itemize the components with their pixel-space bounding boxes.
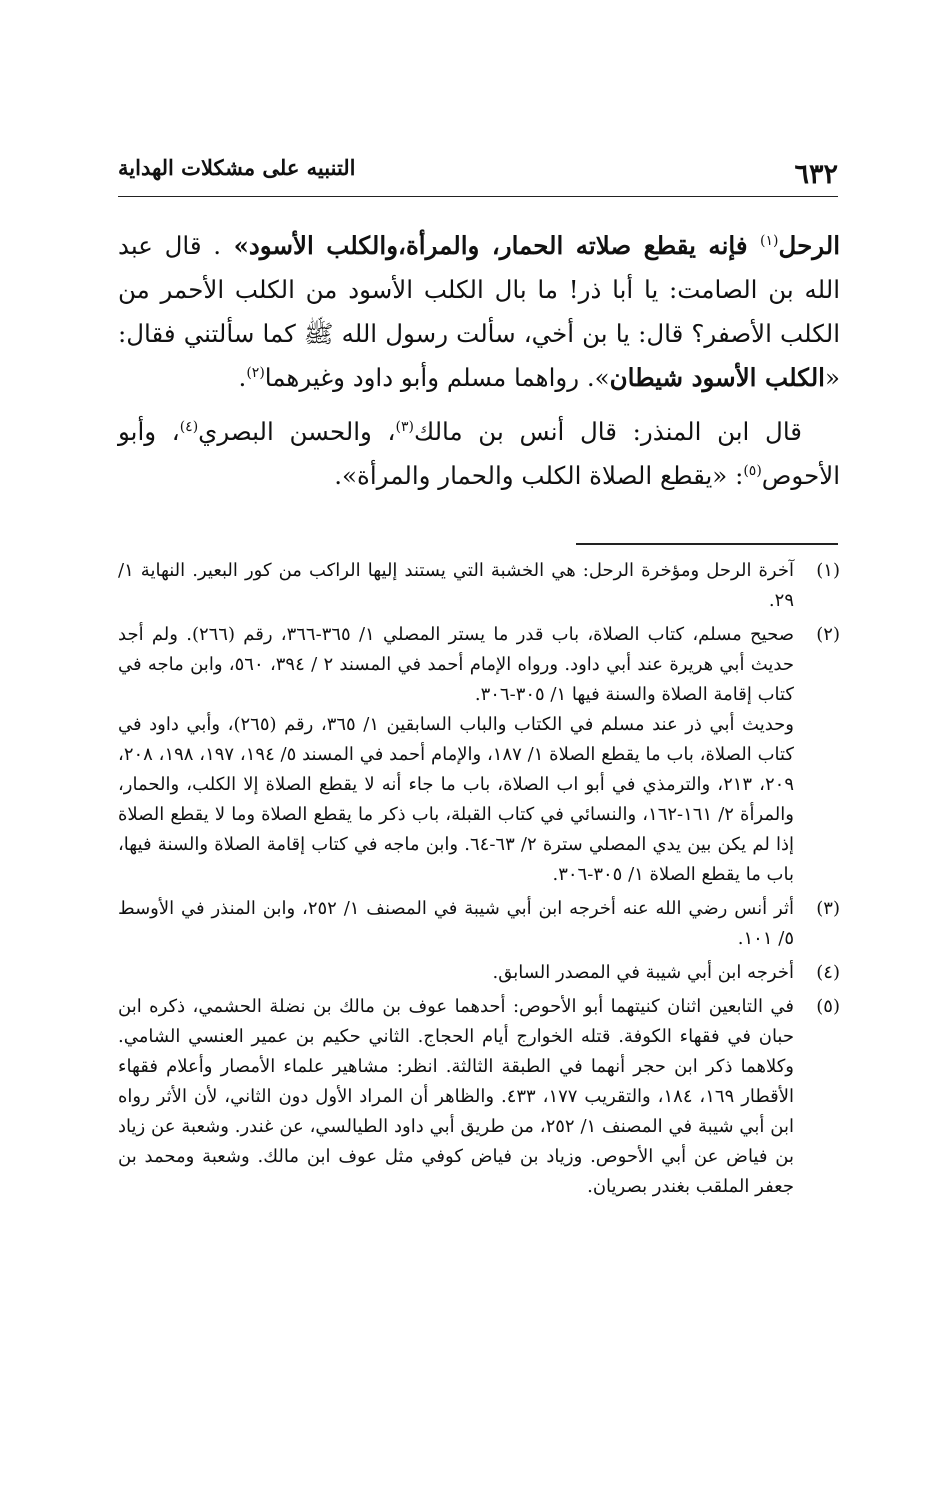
footnote-text: في التابعين اثنان كنيتهما أبو الأحوص: أحدهما عوف بن مالك بن نضلة الحشمي، ذكره ابن حبان في فقهاء الكوفة. قتله الخوارج أيام الحجاج. الثاني حكيم بن عمير العنسي الشامي. وكلاهما ذكر ابن حجر أنهما في الطبقة الثالثة. انظر: مشاهير علماء الأمصار وأعلام فقهاء الأقطار ١٦٩، ١٨٤، والتقريب ١٧٧، ٤٣٣. والظاهر أن المراد الأول دون الثاني، لأن الأثر رواه ابن أبي شيبة في المصنف ١/ ٢٥٢، من طريق أبي داود الطيالسي، عن غندر. وشعبة عن زياد بن فياض عن أبي الأحوص. وزياد بن فياض كوفي مثل عوف ابن مالك. وشعبة ومحمد بن جعفر الملقب بغندر بصريان. bbox=[118, 996, 795, 1197]
footnote-number: (٤) bbox=[816, 962, 840, 983]
text-run: ، وأبو الأحوص bbox=[118, 417, 840, 490]
footnote-ref: (٢) bbox=[246, 364, 265, 381]
footnotes bbox=[118, 556, 840, 1202]
main-text bbox=[118, 224, 840, 498]
footnote-number: (٥) bbox=[816, 996, 840, 1017]
footnote-ref: (٣) bbox=[395, 418, 414, 435]
running-title: التنبيه على مشكلات الهداية bbox=[118, 155, 356, 180]
text-run: . bbox=[238, 363, 247, 392]
footnote-ref: (٥) bbox=[743, 462, 762, 479]
text-run: . قال عبد الله بن الصامت: يا أبا ذر! ما بال الكلب الأسود من الكلب الأحمر من الكلب الأصفر؟ قال: يا بن أخي، سألت رسول الله ﷺ كما سألتني فقال: « bbox=[118, 231, 840, 392]
text-bold: فإنه يقطع صلاته الحمار، والمرأة،والكلب الأسود» bbox=[221, 231, 761, 260]
text-run: : «يقطع الصلاة الكلب والحمار والمرأة». bbox=[334, 461, 744, 490]
header-rule bbox=[118, 196, 838, 197]
footnote-ref: (١) bbox=[760, 232, 779, 249]
footnote bbox=[118, 958, 840, 988]
text-run: ». رواهما مسلم وأبو داود وغيرهما bbox=[264, 363, 610, 392]
footnote bbox=[118, 992, 840, 1202]
footnote-text: أثر أنس رضي الله عنه أخرجه ابن أبي شيبة في المصنف ١/ ٢٥٢، وابن المنذر في الأوسط ٥/ ١٠١. bbox=[118, 898, 794, 949]
footnote-text: أخرجه ابن أبي شيبة في المصدر السابق. bbox=[492, 962, 794, 983]
footnote-text: صحيح مسلم، كتاب الصلاة، باب قدر ما يستر المصلي ١/ ٣٦٥-٣٦٦، رقم (٢٦٦). ولم أجد حديث أبي هريرة عند أبي داود. ورواه الإمام أحمد في المسند ٢ / ٣٩٤، ٥٦٠، وابن ماجه في كتاب إقامة الصلاة والسنة فيها ١/ ٣٠٥-٣٠٦. bbox=[118, 624, 795, 705]
page-number: ٦٣٢ bbox=[794, 159, 838, 190]
footnote-text: آخرة الرحل ومؤخرة الرحل: هي الخشبة التي يستند إليها الراكب من كور البعير. النهاية ١/ ٢٩. bbox=[118, 560, 794, 611]
footnote-separator bbox=[576, 543, 838, 545]
footnote-number: (٢) bbox=[816, 624, 840, 645]
main-paragraph bbox=[118, 410, 840, 498]
footnote-number: (٣) bbox=[816, 898, 840, 919]
footnote-text: وحديث أبي ذر عند مسلم في الكتاب والباب السابقين ١/ ٣٦٥، رقم (٢٦٥)، وأبي داود في كتاب الصلاة، باب ما يقطع الصلاة ١/ ١٨٧، والإمام أحمد في المسند ٥/ ١٩٤، ١٩٧، ١٩٨، ٢٠٨، ٢٠٩، ٢١٣، والترمذي في أبو اب الصلاة، باب ما جاء أنه لا يقطع الصلاة إلا الكلب، والحمار، والمرأة ٢/ ١٦١-١٦٢، والنسائي في كتاب القبلة، باب ذكر ما يقطع الصلاة وما لا يقطع الصلاة إذا لم يكن بين يدي المصلي سترة ٢/ ٦٣-٦٤. وابن ماجه في كتاب إقامة الصلاة والسنة فيها، باب ما يقطع الصلاة ١/ ٣٠٥-٣٠٦. bbox=[118, 714, 795, 885]
text-bold: الكلب الأسود شيطان bbox=[609, 363, 825, 392]
footnote bbox=[118, 556, 840, 616]
footnote bbox=[118, 620, 840, 890]
footnote bbox=[118, 894, 840, 954]
page-header bbox=[118, 148, 838, 192]
footnote-ref: (٤) bbox=[179, 418, 199, 435]
main-paragraph bbox=[118, 224, 840, 400]
text-run: قال ابن المنذر: قال أنس بن مالك bbox=[413, 417, 803, 446]
footnote-number: (١) bbox=[816, 560, 840, 581]
text-bold: الرحل bbox=[778, 231, 841, 260]
text-run: ، والحسن البصري bbox=[198, 417, 396, 446]
